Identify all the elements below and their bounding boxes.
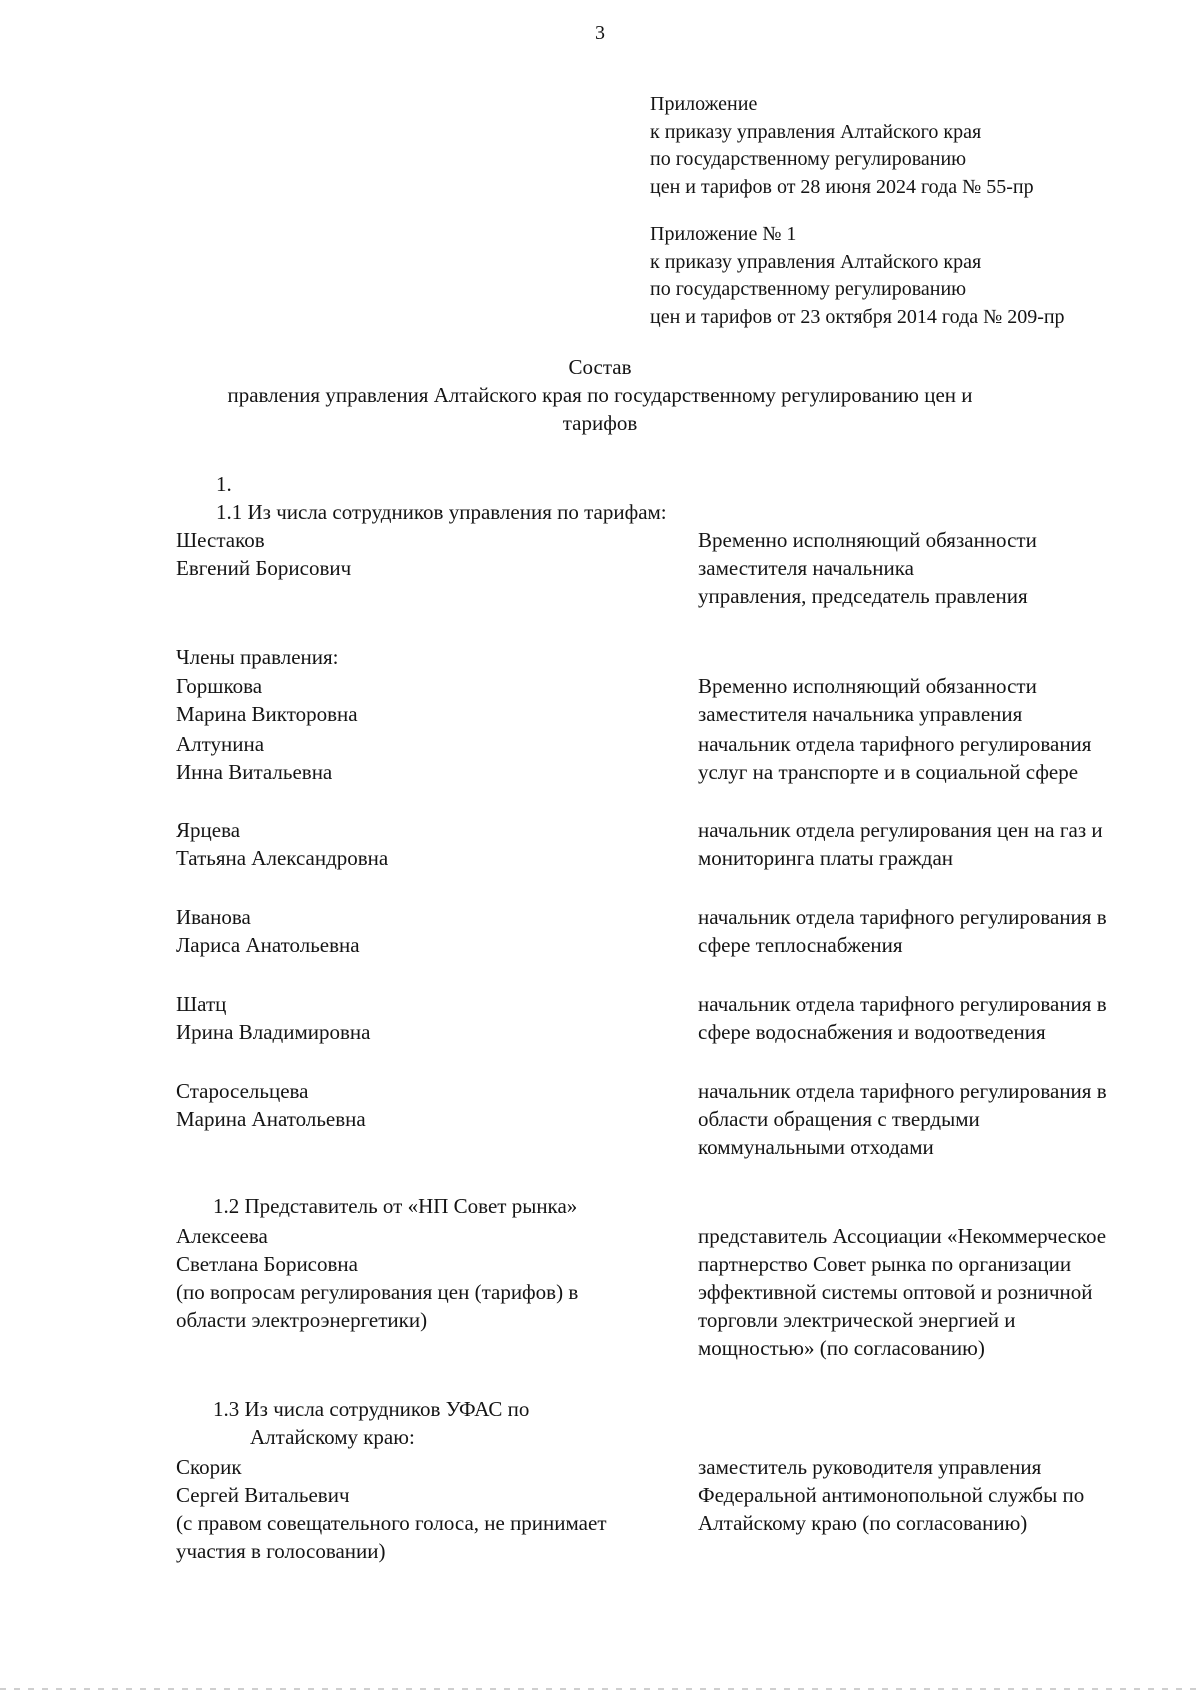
member-role xyxy=(698,990,1107,1046)
document-title-line: тарифов xyxy=(562,411,638,435)
appendix-reference-current xyxy=(650,91,1034,201)
given-names: Инна Витальевна xyxy=(176,760,333,784)
role-line: коммунальными отходами xyxy=(698,1135,934,1159)
np-representative-name xyxy=(176,1222,578,1334)
role-line: Федеральной антимонопольной службы по xyxy=(698,1483,1085,1507)
section-number: 1. xyxy=(216,472,232,496)
chair-name xyxy=(176,526,351,582)
appendix-line: цен и тарифов от 23 октября 2014 года № 209-пр xyxy=(650,305,1065,328)
given-names: Ирина Владимировна xyxy=(176,1020,371,1044)
subsection-heading: 1.1 Из числа сотрудников управления по тарифам: xyxy=(216,500,667,524)
role-line: Временно исполняющий обязанности xyxy=(698,674,1037,698)
ufas-representative-name xyxy=(176,1453,607,1565)
surname: Шестаков xyxy=(176,528,265,552)
appendix-line: цен и тарифов от 28 июня 2024 года № 55-пр xyxy=(650,175,1034,198)
scan-edge-artifact xyxy=(0,1688,1200,1690)
ufas-representative-role xyxy=(698,1453,1084,1537)
member-name xyxy=(176,672,358,728)
chair-role xyxy=(698,526,1037,610)
surname: Горшкова xyxy=(176,674,263,698)
role-line: заместителя начальника xyxy=(698,556,914,580)
role-line: мониторинга платы граждан xyxy=(698,846,954,870)
member-role xyxy=(698,1077,1107,1161)
given-names: Евгений Борисович xyxy=(176,556,352,580)
member-role xyxy=(698,903,1107,959)
appendix-line: Приложение xyxy=(650,93,758,115)
surname: Скорик xyxy=(176,1455,242,1479)
page-number: 3 xyxy=(595,22,605,44)
appendix-line: Приложение № 1 xyxy=(650,223,797,245)
name-note: участия в голосовании) xyxy=(176,1539,386,1563)
appendix-line: к приказу управления Алтайского края xyxy=(650,120,982,143)
role-line: эффективной системы оптовой и розничной xyxy=(698,1280,1093,1304)
surname: Иванова xyxy=(176,905,251,929)
member-name xyxy=(176,730,332,786)
name-note: (с правом совещательного голоса, не принимает xyxy=(176,1511,607,1535)
appendix-line: по государственному регулированию xyxy=(650,148,967,170)
member-role xyxy=(698,816,1103,872)
member-name xyxy=(176,1077,366,1133)
surname: Шатц xyxy=(176,992,227,1016)
role-line: партнерство Совет рынка по организации xyxy=(698,1252,1072,1276)
appendix-line: по государственному регулированию xyxy=(650,278,967,300)
member-name xyxy=(176,903,360,959)
member-role xyxy=(698,672,1037,728)
role-line: представитель Ассоциации «Некоммерческое xyxy=(698,1224,1107,1248)
given-names: Лариса Анатольевна xyxy=(176,933,360,957)
name-note: (по вопросам регулирования цен (тарифов) в xyxy=(176,1280,579,1304)
role-line: заместитель руководителя управления xyxy=(698,1455,1042,1479)
role-line: услуг на транспорте и в социальной сфере xyxy=(698,760,1079,784)
role-line: торговли электрической энергией и xyxy=(698,1308,1016,1332)
appendix-line: к приказу управления Алтайского края xyxy=(650,250,982,273)
role-line: управления, председатель правления xyxy=(698,584,1028,608)
member-role xyxy=(698,730,1091,786)
member-name xyxy=(176,816,388,872)
role-line: сфере теплоснабжения xyxy=(698,933,903,957)
role-line: Алтайскому краю (по согласованию) xyxy=(698,1511,1028,1535)
surname: Алексеева xyxy=(176,1224,268,1248)
given-names: Марина Анатольевна xyxy=(176,1107,366,1131)
role-line: Временно исполняющий обязанности xyxy=(698,528,1037,552)
document-title: Состав xyxy=(568,355,632,379)
appendix-reference-original xyxy=(650,221,1065,331)
role-line: начальник отдела тарифного регулирования xyxy=(698,732,1092,756)
given-names: Татьяна Александровна xyxy=(176,846,389,870)
role-line: заместителя начальника управления xyxy=(698,702,1023,726)
given-names: Марина Викторовна xyxy=(176,702,358,726)
member-name xyxy=(176,990,370,1046)
role-line: начальник отдела регулирования цен на газ и xyxy=(698,818,1103,842)
given-names: Светлана Борисовна xyxy=(176,1252,358,1276)
role-line: начальник отдела тарифного регулирования в xyxy=(698,905,1107,929)
role-line: мощностью» (по согласованию) xyxy=(698,1336,985,1360)
subsection-heading: 1.2 Представитель от «НП Совет рынка» xyxy=(213,1194,578,1218)
given-names: Сергей Витальевич xyxy=(176,1483,350,1507)
subsection-heading-line: Алтайскому краю: xyxy=(250,1425,415,1449)
role-line: сфере водоснабжения и водоотведения xyxy=(698,1020,1046,1044)
surname: Старосельцева xyxy=(176,1079,309,1103)
surname: Алтунина xyxy=(176,732,265,756)
role-line: начальник отдела тарифного регулирования в xyxy=(698,1079,1107,1103)
role-line: области обращения с твердыми xyxy=(698,1107,980,1131)
surname: Ярцева xyxy=(176,818,241,842)
np-representative-role xyxy=(698,1222,1106,1362)
members-label: Члены правления: xyxy=(176,645,339,669)
subsection-heading: 1.3 Из числа сотрудников УФАС по xyxy=(213,1397,530,1421)
document-title-line: правления управления Алтайского края по государственному регулированию цен и xyxy=(227,383,973,407)
name-note: области электроэнергетики) xyxy=(176,1308,428,1332)
role-line: начальник отдела тарифного регулирования в xyxy=(698,992,1107,1016)
